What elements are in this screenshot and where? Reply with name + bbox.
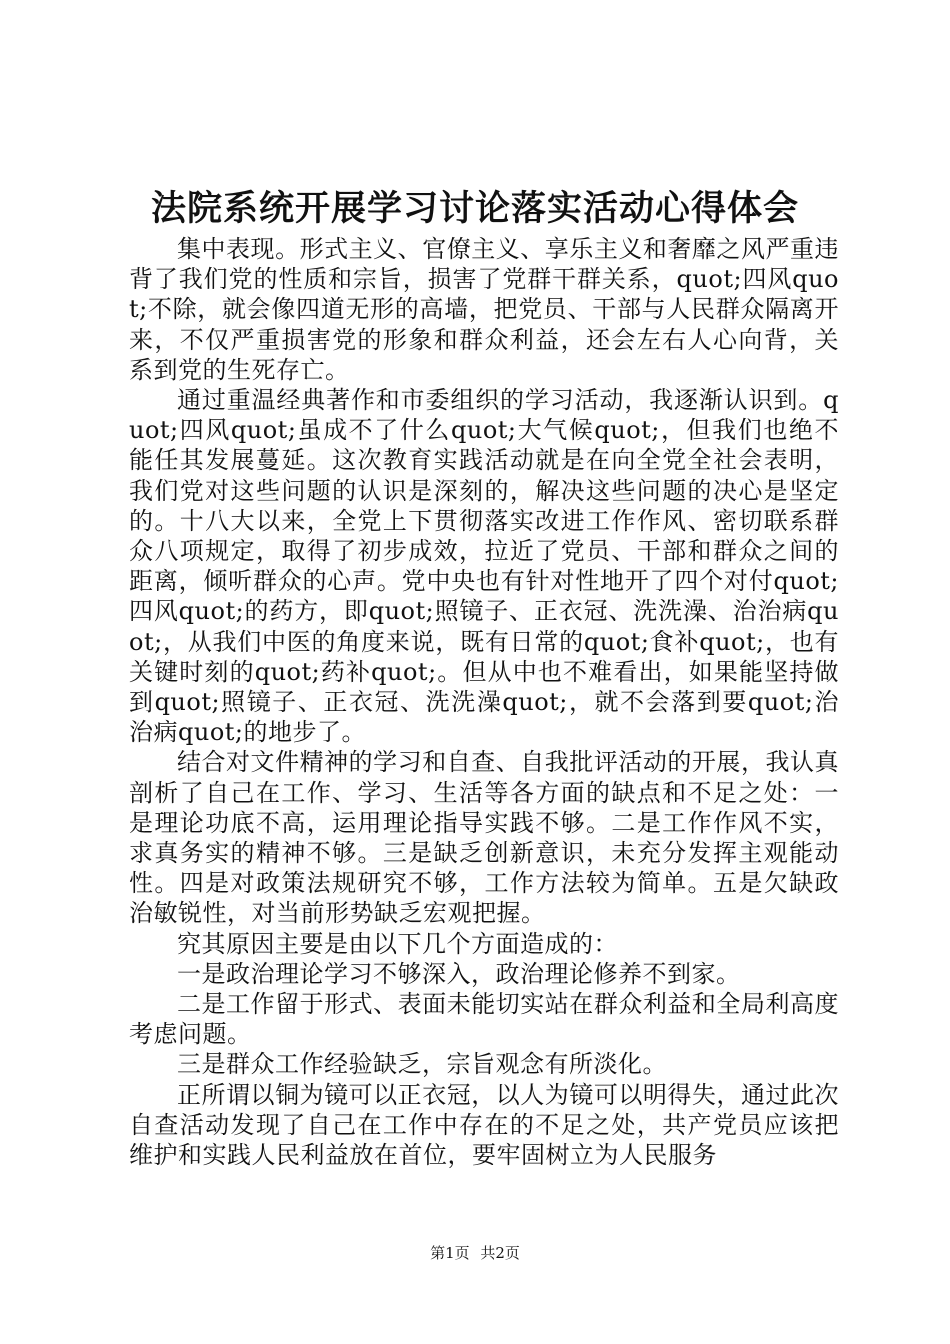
page-total: 共2页 [480,1244,520,1262]
paragraph: 通过重温经典著作和市委组织的学习活动，我逐渐认识到。quot;四风quot;虽成不了什么quot;大气候quot;，但我们也绝不能任其发展蔓延。这次教育实践活动就是在向全党全社会表明，我们党对这些问题的认识是深刻的，解决这些问题的决心是坚定的。十八大以来，全党上下贯彻落实改进工作作风、密切联系群众八项规定，取得了初步成效，拉近了党员、干部和群众之间的距离，倾听群众的心声。党中央也有针对性地开了四个对付quot;四风quot;的药方，即quot;照镜子、正衣冠、洗洗澡、治治病quot;，从我们中医的角度来说，既有日常的quot;食补quot;，也有关键时刻的quot;药补quot;。但从中也不难看出，如果能坚持做到quot;照镜子、正衣冠、洗洗澡quot;，就不会落到要quot;治治病quot;的地步了。 [129,386,839,747]
paragraph: 究其原因主要是由以下几个方面造成的： [177,929,618,958]
paragraph: 三是群众工作经验缺乏，宗旨观念有所淡化。 [177,1050,667,1079]
paragraph: 集中表现。形式主义、官僚主义、享乐主义和奢靡之风严重违背了我们党的性质和宗旨，损害了党群干群关系，quot;四风quot;不除，就会像四道无形的高墙，把党员、干部与人民群众隔离开来，不仅严重损害党的形象和群众利益，还会左右人心向背，关系到党的生死存亡。 [129,235,839,384]
paragraph: 二是工作留于形式、表面未能切实站在群众利益和全局利高度考虑问题。 [129,990,839,1049]
document-title: 法院系统开展学习讨论落实活动心得体会 [150,188,799,229]
page-number: 第1页 [430,1244,470,1262]
page-footer [0,1243,950,1263]
document-body [129,234,839,1170]
paragraph: 正所谓以铜为镜可以正衣冠，以人为镜可以明得失，通过此次自查活动发现了自己在工作中存在的不足之处，共产党员应该把维护和实践人民利益放在首位，要牢固树立为人民服务 [129,1080,839,1170]
paragraph: 一是政治理论学习不够深入，政治理论修养不到家。 [177,959,741,988]
paragraph: 结合对文件精神的学习和自查、自我批评活动的开展，我认真剖析了自己在工作、学习、生活等各方面的缺点和不足之处：一是理论功底不高，运用理论指导实践不够。二是工作作风不实，求真务实的精神不够。三是缺乏创新意识，未充分发挥主观能动性。四是对政策法规研究不够，工作方法较为简单。五是欠缺政治敏锐性，对当前形势缺乏宏观把握。 [129,748,839,928]
